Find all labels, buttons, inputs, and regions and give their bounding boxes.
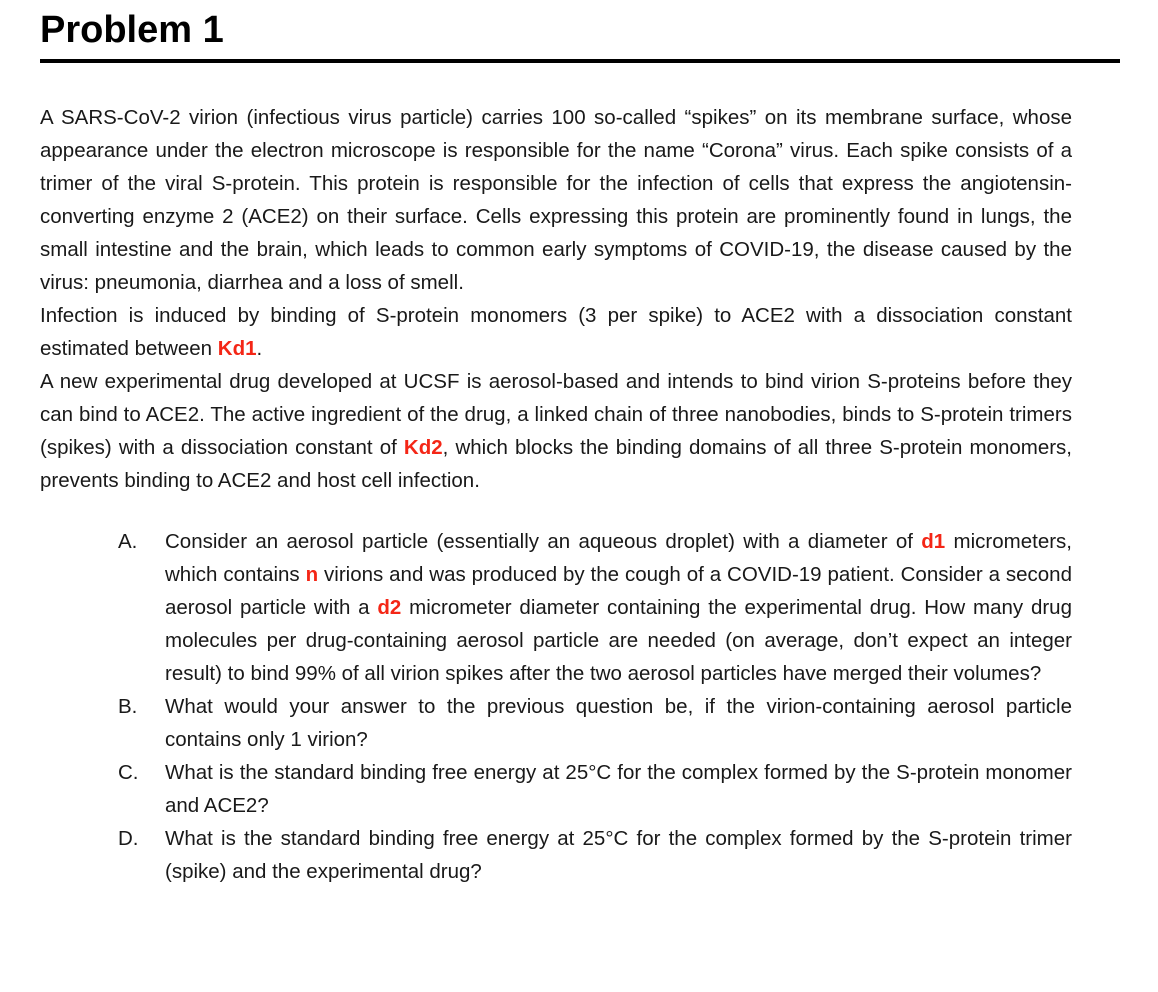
question-item — [118, 822, 1072, 888]
question-label: A. — [118, 530, 138, 553]
highlight-term: d2 — [377, 596, 402, 619]
text-run: A new experimental drug developed at UCSF is aerosol-based and intends to bind virion S-proteins before they can bind to ACE2. The active ingredient of the drug, a linked chain of three nanobodies, binds to S-protein trimers (spikes) with a dissociation constant of — [40, 370, 1072, 459]
text-run: What is the standard binding free energy at 25°C for the complex formed by the S-protein trimer (spike) and the experimental drug? — [165, 827, 1072, 883]
text-run: . — [256, 337, 263, 360]
text-run: virions and was produced by the cough of a COVID-19 patient. Consider a second aerosol particle with a — [165, 563, 1072, 619]
text-run: Consider an aerosol particle (essentially an aqueous droplet) with a diameter of — [165, 530, 922, 553]
highlight-term: Kd2 — [403, 436, 443, 459]
question-item — [118, 690, 1072, 756]
question-list — [40, 525, 1072, 888]
highlight-term: n — [305, 563, 319, 586]
text-run: What is the standard binding free energy at 25°C for the complex formed by the S-protein monomer and ACE2? — [165, 761, 1072, 817]
title-underline-rule — [40, 59, 1120, 63]
question-text — [165, 822, 1072, 888]
question-item — [118, 756, 1072, 822]
question-label: C. — [118, 761, 139, 784]
text-run: micrometers, which contains — [165, 530, 1072, 586]
text-run: What would your answer to the previous question be, if the virion-containing aerosol particle contains only 1 virion? — [165, 695, 1072, 751]
question-label: D. — [118, 827, 139, 850]
question-label: B. — [118, 695, 138, 718]
paragraph — [40, 299, 1072, 365]
question-text — [165, 525, 1072, 690]
highlight-term: d1 — [921, 530, 946, 553]
paragraphs — [40, 101, 1072, 497]
text-run: micrometer diameter containing the experimental drug. How many drug molecules per drug-containing aerosol particle are needed (on average, don’t expect an integer result) to bind 99% of all virion spikes after the two aerosol particles have merged their volumes? — [165, 596, 1072, 685]
text-run: , which blocks the binding domains of all three S-protein monomers, prevents binding to ACE2 and host cell infection. — [40, 436, 1072, 492]
page-title: Problem 1 — [40, 9, 224, 51]
text-run: Infection is induced by binding of S-protein monomers (3 per spike) to ACE2 with a dissociation constant estimated between — [40, 304, 1072, 360]
paragraph — [40, 101, 1072, 299]
highlight-term: Kd1 — [217, 337, 257, 360]
paragraph — [40, 365, 1072, 497]
question-text — [165, 756, 1072, 822]
question-item — [118, 525, 1072, 690]
question-text — [165, 690, 1072, 756]
text-run: A SARS-CoV-2 virion (infectious virus particle) carries 100 so-called “spikes” on its membrane surface, whose appearance under the electron microscope is responsible for the name “Corona” virus. Each spike consists of a trimer of the viral S-protein. This protein is responsible for the infection of cells that express the angiotensin-converting enzyme 2 (ACE2) on their surface. Cells expressing this protein are prominently found in lungs, the small intestine and the brain, which leads to common early symptoms of COVID-19, the disease caused by the virus: pneumonia, diarrhea and a loss of smell. — [40, 106, 1072, 294]
